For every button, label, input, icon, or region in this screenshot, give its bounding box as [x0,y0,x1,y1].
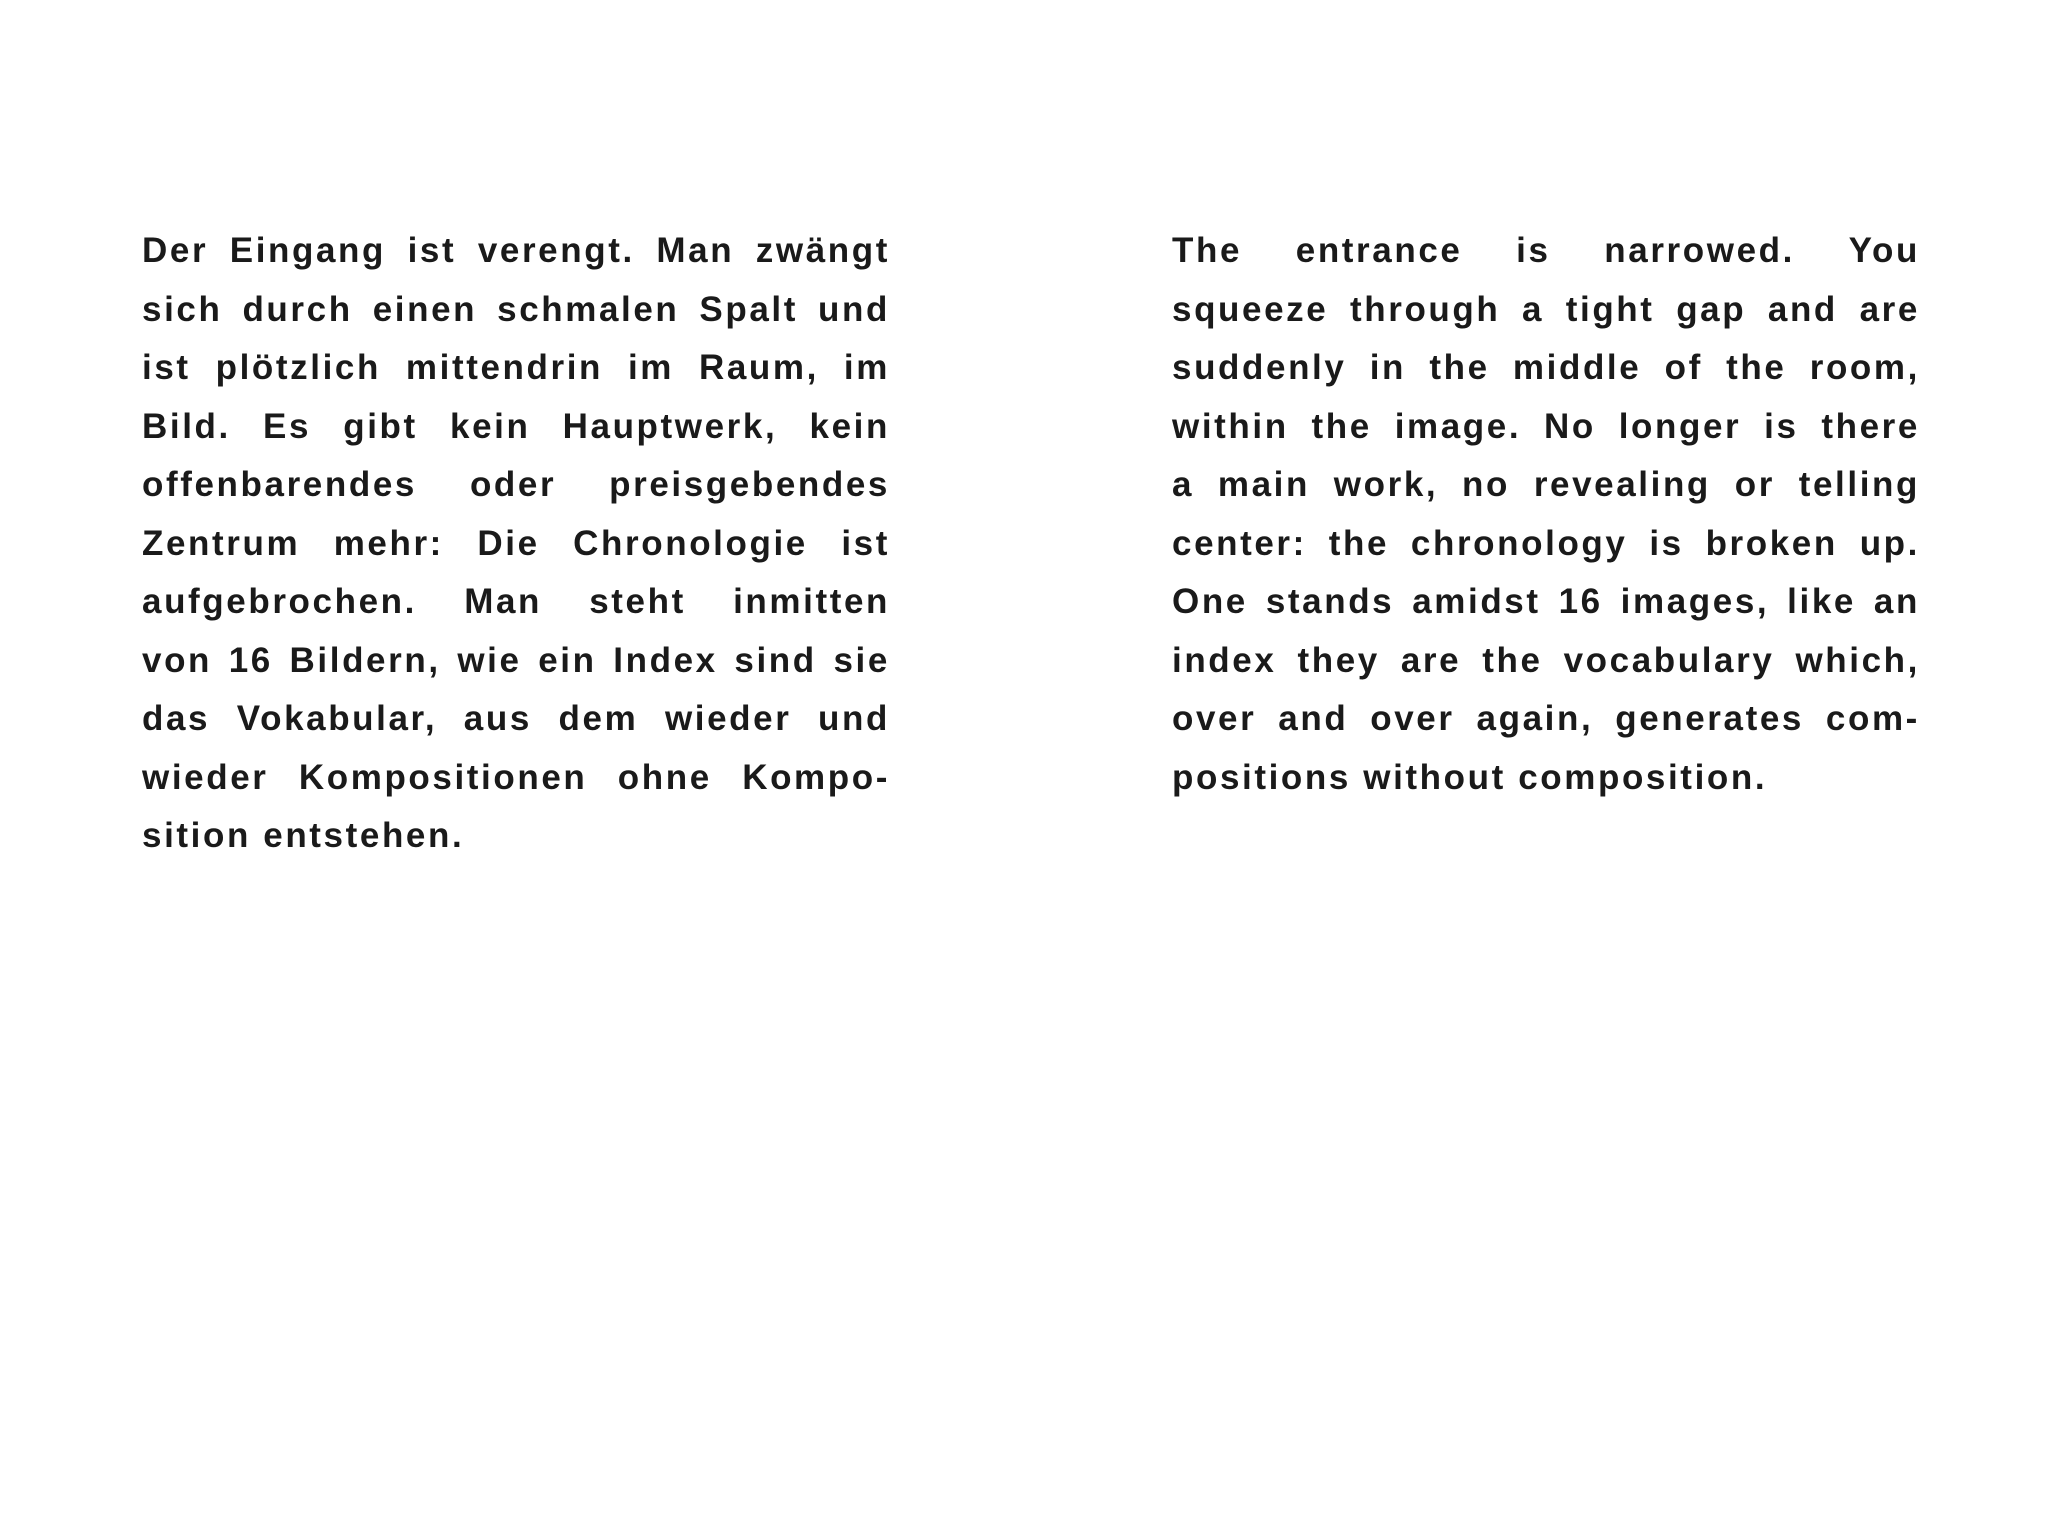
english-line-6: center: the chronology is broken up. [1172,523,1920,563]
english-text-column [1172,222,1920,807]
german-line-1: Der Eingang ist verengt. Man zwängt [142,231,890,270]
english-line-1: The entrance is narrowed. You [1172,231,1920,270]
german-line-4: Bild. Es gibt kein Hauptwerk, kein [142,406,890,446]
german-line-7: aufgebrochen. Man steht inmitten [142,582,890,621]
english-line-3: suddenly in the middle of the room, [1172,348,1920,387]
german-line-2: sich durch einen schmalen Spalt und [142,289,890,329]
german-line-11: sition entstehen. [142,816,465,855]
german-line-9: das Vokabular, aus dem wieder und [142,699,890,738]
english-line-9: over and over again, generates com- [1172,699,1920,738]
german-text-column [142,222,890,866]
english-line-8: index they are the vocabulary which, [1172,640,1920,680]
english-line-2: squeeze through a tight gap and are [1172,289,1920,329]
german-line-6: Zentrum mehr: Die Chronologie ist [142,523,890,563]
english-line-7: One stands amidst 16 images, like an [1172,582,1920,621]
english-line-10: positions without composition. [1172,757,1768,797]
english-line-4: within the image. No longer is there [1172,406,1920,446]
german-line-10: wieder Kompositionen ohne Kompo- [142,757,890,797]
german-line-5: offenbarendes oder preisgebendes [142,465,890,504]
german-line-3: ist plötzlich mittendrin im Raum, im [142,348,890,387]
german-line-8: von 16 Bildern, wie ein Index sind sie [142,640,890,680]
english-line-5: a main work, no revealing or telling [1172,465,1920,504]
